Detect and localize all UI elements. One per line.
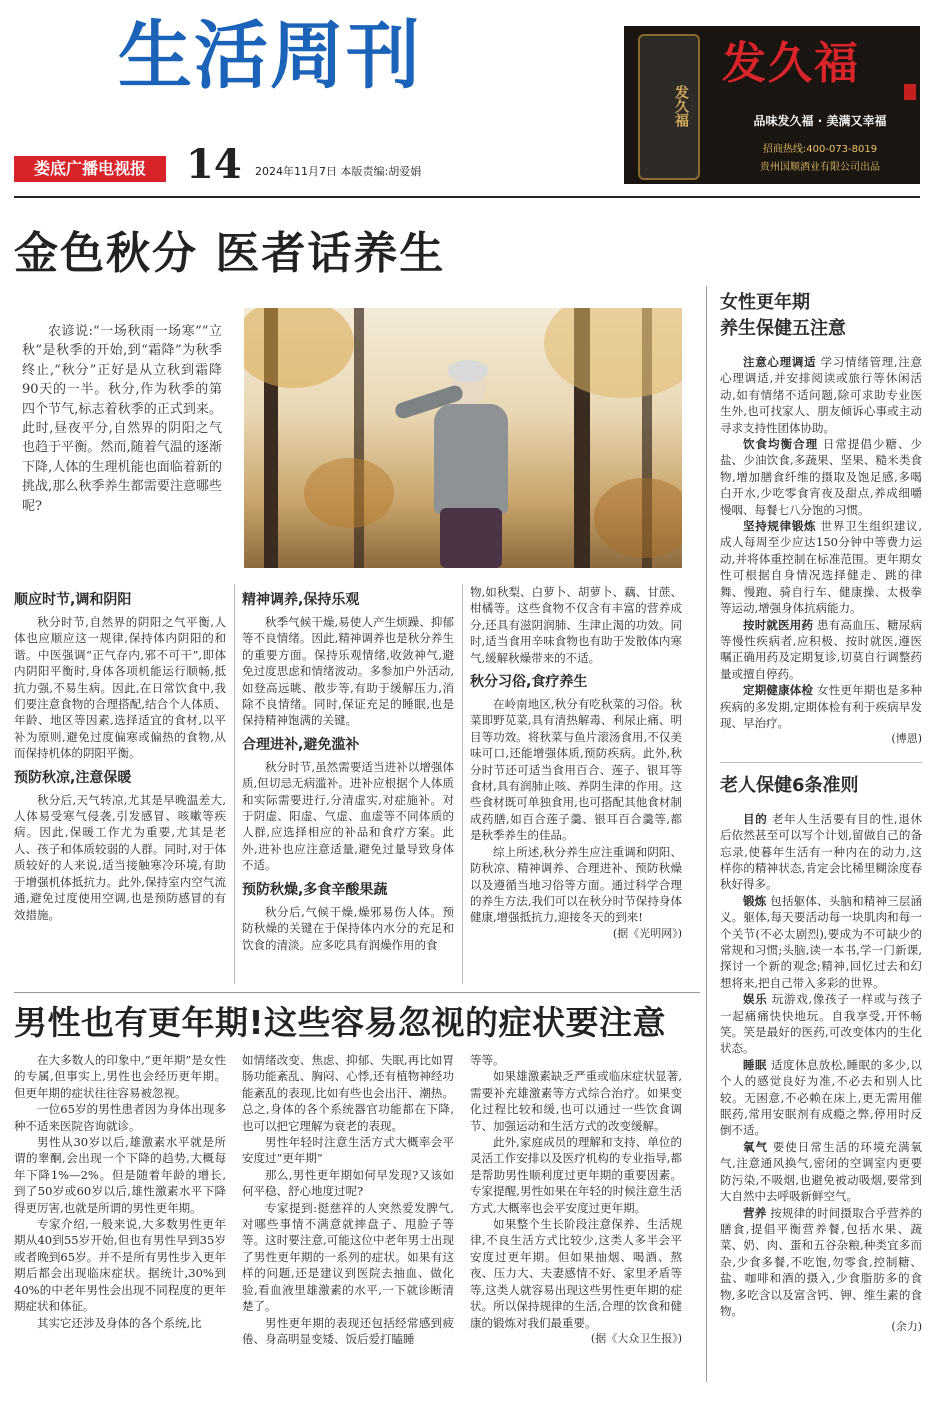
paragraph: 男性更年期的表现还包括经常感到疲倦、身高明显变矮、饭后爱打瞌睡	[242, 1315, 454, 1346]
paragraph: 秋季气候干燥,易使人产生烦躁、抑郁等不良情绪。因此,精神调养也是秋分养生的重要方面。保持乐观情绪,收敛神气,避免过度思虑和情绪波动。多参加户外活动,如登高远眺、散步等,有助于缓解压力,消除不良情绪。同时,保证充足的睡眠,也是保持精神饱满的关键。	[242, 615, 454, 728]
section-divider	[14, 992, 700, 993]
seal-icon	[904, 84, 916, 100]
right-sidebar	[720, 290, 922, 1336]
elderly-section-title: 老人保健6条准则	[720, 774, 859, 796]
bottle-label: 发久福	[673, 85, 689, 127]
masthead-divider	[14, 196, 920, 198]
paragraph: 男性年轻时注意生活方式大概率会平安度过“更年期”	[242, 1135, 454, 1166]
paragraph: 那么,男性更年期如何早发现?又该如何平稳、舒心地度过呢?	[242, 1167, 454, 1199]
page-number: 14	[186, 141, 242, 188]
paragraph: 秋分时节,自然界的阴阳之气平衡,人体也应顺应这一规律,保持体内阴阳的和谐。中医强调“正气存内,邪不可干”,即体内阴阳平衡时,身体各项机能运行顺畅,抵抗力强,不易生病。因此,在日常饮食中,我们要注意食物的合理搭配,结合个人体质、年龄、地区等因素,选择适宜的食材,以平补为原则,避免过度偏寒或偏热的食物,从而保持机体的阴阳平衡。	[14, 615, 226, 761]
subheading: 预防秋凉,注意保暖	[14, 769, 132, 786]
paragraph: 如果雄激素缺乏严重或临床症状显著,需要补充雄激素等方式综合治疗。如果变化过程比较和缓,也可以通过一些饮食调节、加强运动和生活方式的改变缓解。	[470, 1069, 682, 1133]
elderly-source: (余力)	[891, 1320, 922, 1334]
women-source: (博恩)	[891, 732, 922, 746]
paragraph: 等等。	[470, 1053, 505, 1067]
dateline: 2024年11月7日 本版责编:胡爱娟	[255, 165, 422, 178]
elderly-item: 氧气 要使日常生活的环境充满氧气,注意通风换气,密闭的空调室内更要防污染,不吸烟,也避免被动吸烟,要常到大自然中去呼吸新鲜空气。	[720, 1139, 923, 1204]
paragraph: 秋分后,天气转凉,尤其是早晚温差大,人体易受寒气侵袭,引发感冒、咳嗽等疾病。因此,保暖工作尤为重要,尤其是老人、孩子和体质较弱的人群。同时,对于体质较好的人来说,适当接触寒冷环境,有助于增强机体抵抗力。此外,保持室内空气流通,避免过度使用空调,也是预防感冒的有效措施。	[14, 792, 226, 922]
women-item: 注意心理调适 学习情绪管理,注意心理调适,并安排阅读或旅行等休闲活动,如有情绪不适问题,除可求助专业医生外,也可找家人、朋友倾诉心事或主动寻求支持性团体协助。	[720, 355, 923, 435]
article-column-3	[470, 584, 682, 942]
women-item: 饮食均衡合理 日常提倡少糖、少盐、少油饮食,多蔬果、坚果、糙米类食物,增加膳食纤维的摄取及饱足感,多喝白开水,少吃零食宵夜及甜点,养成细嚼慢咽、每餐七八分饱的习惯。	[720, 437, 923, 517]
main-headline: 金色秋分 医者话养生	[14, 228, 446, 279]
newspaper-brand: 娄底广播电视报	[14, 156, 166, 182]
ad-brand: 发久福	[722, 38, 860, 89]
paragraph: 男性从30岁以后,雄激素水平就是所谓的睾酮,会出现一个下降的趋势,大概每年下降1%—2%。但是随着年龄的增长,到了50岁或60岁以后,雄性激素水平下降得更厉害,也就是所谓的男性更年期。	[14, 1135, 226, 1215]
women-section-subtitle: 养生保健五注意	[720, 318, 846, 339]
autumn-exercise-photo	[244, 308, 682, 568]
subheading: 秋分习俗,食疗养生	[470, 674, 588, 691]
article-intro: 农谚说:“一场秋雨一场寒”“立秋”是秋季的开始,到“霜降”为秋季终止,“秋分”正好是从立秋到霜降90天的一半。秋分,作为秋季的第四个节气,标志着秋季的正式到来。此时,昼夜平分,自然界的阴阳之气也趋于平衡。然而,随着气温的逐渐下降,人体的生理机能也面临着新的挑战,那么秋季养生都需要注意哪些呢?	[22, 324, 222, 514]
subheading: 精神调养,保持乐观	[242, 592, 360, 608]
paragraph: 在大多数人的印象中,“更年期”是女性的专属,但事实上,男性也会经历更年期。但更年期的症状往往容易被忽视。	[14, 1053, 226, 1100]
paragraph: 物,如秋梨、白萝卜、胡萝卜、藕、甘蔗、柑橘等。这些食物不仅含有丰富的营养成分,还具有滋阴润肺、生津止渴的功效。同时,适当食用辛味食物也有助于发散体内寒气,缓解秋燥带来的不适。	[470, 585, 682, 665]
masthead-title: 生活周刊	[118, 13, 422, 99]
women-item: 坚持规律锻炼 世界卫生组织建议,成人每周至少应达150分钟中等费力运动,并将体重控制在标准范围。更年期女性可根据自身情况选择健走、跳的律舞、慢跑、骑自行车、健康操、太极拳等运动,增强身体抗病能力。	[720, 519, 923, 616]
paragraph: 其实它还涉及身体的各个系统,比	[37, 1315, 202, 1330]
ad-hotline: 招商热线:400-073-8019	[762, 144, 878, 155]
elderly-item: 营养 按规律的时间摄取合乎营养的膳食,提倡平衡营养餐,包括水果、蔬菜、奶、肉、蛋和五谷杂粮,种类宜多而杂,少食多餐,不吃饱,勿零食,控制糖、盐、咖啡和酒的摄入,少食脂肪多的食物,多吃含以及富含钙、钾、维生素的食物。	[720, 1205, 923, 1318]
women-section-title: 女性更年期	[720, 292, 810, 313]
column-divider	[462, 584, 463, 984]
subheading: 预防秋燥,多食辛酸果蔬	[242, 881, 388, 898]
article-column-1	[14, 584, 226, 923]
subheading: 顺应时节,调和阴阳	[14, 592, 132, 608]
elderly-item: 锻炼 包括躯体、头脑和精神三层涵义。躯体,每天要活动每一块肌肉和每一个关节(不必太剧烈),要成为不可缺少的常规和习惯;头脑,读一本书,学一门新课,探讨一个新的观念;精神,回忆过去和幻想将来,把自己带入多彩的世界。	[720, 893, 923, 990]
liquor-advertisement	[624, 26, 920, 184]
subheading: 合理进补,避免滥补	[242, 736, 360, 753]
paragraph: 专家介绍,一般来说,大多数男性更年期从40到55岁开始,但也有男性早到35岁或者晚到65岁。并不是所有男性步入更年期后都会出现临床症状。据统计,30%到40%的中老年男性会出现不同程度的更年期症状和体征。	[14, 1217, 226, 1314]
paragraph: 在岭南地区,秋分有吃秋菜的习俗。秋菜即野苋菜,具有清热解毒、利尿止痛、明目等功效。将秋菜与鱼片滚汤食用,不仅美味可口,还能增强体质,预防疾病。此外,秋分时节还可适当食用百合、莲子、银耳等食材,具有润肺止咳、养阴生津的作用。这些食材既可单独食用,也可搭配其他食材制成药膳,如百合莲子羹、银耳百合羹等,都是秋季养生的佳品。	[470, 697, 682, 843]
column-divider	[234, 584, 235, 984]
paragraph: 综上所述,秋分养生应注重调和阴阳、防秋凉、精神调养、合理进补、预防秋燥以及遵循当地习俗等方面。通过科学合理的养生方法,我们可以在秋分时节保持身体健康,增强抵抗力,迎接冬天的到来!	[470, 844, 682, 925]
elderly-item: 目的 老年人生活要有目的性,退休后依然甚至可以写个计划,留做自己的备忘录,使暮年生活有一种内在的动力,这样你的精神状态,肯定会比稀里糊涂度春秋好得多。	[720, 811, 923, 892]
article-source: (据《光明网》)	[612, 926, 682, 940]
paragraph: 秋分时节,虽然需要适当进补以增强体质,但切忌无病滥补。进补应根据个人体质和实际需要进行,分清虚实,对症施补。对于阴虚、阳虚、气虚、血虚等不同体质的人群,应选择相应的补品和食疗方案。此外,进补也应注意适量,避免过量导致身体不适。	[242, 759, 454, 873]
bottle-image	[638, 34, 700, 180]
article-column-2	[242, 584, 454, 953]
women-item: 定期健康体检 女性更年期也是多种疾病的多发期,定期体检有利于疾病早发现、早治疗。	[720, 683, 923, 730]
second-column-3	[470, 1052, 682, 1347]
second-source: (据《大众卫生报》)	[590, 1331, 682, 1345]
women-item: 按时就医用药 患有高血压、糖尿病等慢性疾病者,应积极、按时就医,遵医嘱正确用药及定期复诊,切莫自行调整药量或擅自停药。	[720, 617, 923, 681]
second-column-2	[242, 1052, 454, 1347]
ad-slogan: 品味发久福 · 美满又幸福	[753, 114, 887, 128]
paragraph: 如果整个生长阶段注意保养、生活规律,不良生活方式比较少,这类人多半会平安度过更年期。但如果抽烟、喝酒、熬夜、压力大、夫妻感情不好、家里矛盾等等,这类人就容易出现这些男性更年期的症状。所以保持规律的生活,合理的饮食和健康的锻炼对我们最重要。	[470, 1217, 682, 1330]
ad-company: 贵州国顺酒业有限公司出品	[760, 162, 880, 173]
paragraph: 一位65岁的男性患者因为身体出现多种不适来医院咨询就诊。	[14, 1102, 226, 1133]
paragraph: 此外,家庭成员的理解和支持、单位的灵活工作安排以及医疗机构的专业指导,都是帮助男性顺利度过更年期的重要因素。专家提醒,男性如果在年轻的时候注意生活方式,大概率也会平安度过更年期。	[470, 1135, 682, 1215]
paragraph: 如情绪改变、焦虑、抑郁、失眠,再比如胃肠功能紊乱、胸闷、心悸,还有植物神经功能紊乱的表现,比如有些也会出汗、潮热。总之,身体的各个系统器官功能都在下降,也可以把它理解为衰老的表现。	[242, 1053, 454, 1133]
elderly-item: 睡眠 适度休息放松,睡眠的多少,以个人的感觉良好为准,不必去和别人比较。无困意,不必赖在床上,更无需用催眠药,常用安眠剂有成瘾之弊,停用时反倒不适。	[720, 1057, 923, 1138]
elderly-item: 娱乐 玩游戏,像孩子一样或与孩子一起痛痛快快地玩。自我享受,开怀畅笑。笑是最好的医药,可改变体内的生化状态。	[720, 992, 923, 1056]
paragraph: 专家提到:挺慈祥的人突然爱发脾气,对哪些事情不满意就摔盘子、甩脸子等等。这时要注意,可能这位中老年男士出现了男性更年期的一系列的症状。如果有这样的问题,还是建议到医院去抽血、做化验,看血液里雄激素的水平,一下就诊断清楚了。	[242, 1200, 454, 1314]
second-headline: 男性也有更年期!这些容易忽视的症状要注意	[14, 1003, 667, 1042]
right-column-divider	[706, 286, 707, 1382]
second-column-1	[14, 1052, 226, 1331]
paragraph: 秋分后,气候干燥,燥邪易伤人体。预防秋燥的关键在于保持体内水分的充足和饮食的清淡。应多吃具有润燥作用的食	[242, 904, 454, 952]
